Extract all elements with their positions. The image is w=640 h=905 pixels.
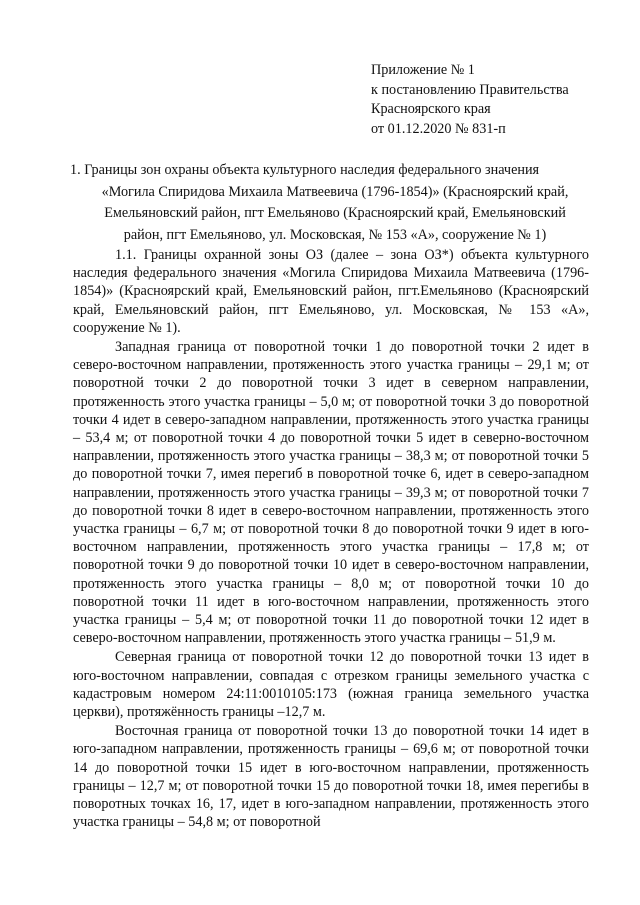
paragraph-eastern-border: Восточная граница от поворотной точки 13 до поворотной точки 14 идет в юго-западном направлении, протяженность границы – 69,6 м; от поворотной точки 14 до поворотной точки 15 идет в юго-восточном направлении, протяженность границы – 12,7 м; от поворотной точки 15 до поворотной точки 18, имея перегибы в поворотных точках 16, 17, идет в юго-западном направлении, протяженность этого участка границы – 54,8 м; от поворотной — [73, 723, 589, 831]
document-body — [73, 246, 589, 833]
appendix-number: Приложение № 1 — [371, 62, 475, 78]
appendix-header — [371, 61, 569, 139]
section-title-line-2: «Могила Спиридова Михаила Матвеевича (1796-1854)» (Красноярский край, — [101, 183, 569, 200]
section-title-line-4: район, пгт Емельяново, ул. Московская, № 153 «А», сооружение № 1) — [123, 226, 547, 243]
appendix-region: Красноярского края — [371, 101, 491, 117]
paragraph-northern-border: Северная граница от поворотной точки 12 до поворотной точки 13 идет в юго-восточном направлении, совпадая с отрезком границы земельного участка с кадастровым номером 24:11:0010105:173 (южная граница земельного участка церкви), протяжённость границы –12,7 м. — [73, 649, 589, 721]
appendix-resolution: к постановлению Правительства — [371, 81, 569, 98]
section-title-line-3: Емельяновский район, пгт Емельяново (Красноярский край, Емельяновский — [104, 205, 566, 221]
paragraph-western-border: Западная граница от поворотной точки 1 до поворотной точки 2 идет в северо-восточном направлении, протяженность этого участка границы – 29,1 м; от поворотной точки 2 до поворотной точки 3 идет в северном направлении, протяженность этого участка границы – 5,0 м; от поворотной точки 3 до поворотной точки 4 идет в северо-западном направлении, протяженность этого участка границы – 53,4 м; от поворотной точки 4 до поворотной точки 5 идет в северно-восточном направлении, протяженность этого участка границы – 38,3 м; от поворотной точки 5 до поворотной точки 7, имея перегиб в поворотной точке 6, идет в северо-западном направлении, протяженность этого участка границы – 39,3 м; от поворотной точки 7 до поворотной точки 8 идет в северо-восточном направлении, протяженность этого участка границы – 6,7 м; от поворотной точки 8 до поворотной точки 9 идет в юго-восточном направлении, протяженность этого участка границы – 17,8 м; от поворотной точки 9 до поворотной точки 10 идет в северо-восточном направлении, протяженность этого участка границы – 8,0 м; от поворотной точки 10 до поворотной точки 11 идет в юго-восточном направлении, протяженность этого участка границы – 5,4 м; от поворотной точки 11 до поворотной точки 12 идет в северо-восточном направлении, протяженность этого участка границы – 51,9 м. — [73, 339, 589, 647]
appendix-date-number: от 01.12.2020 № 831-п — [371, 120, 506, 137]
section-title — [70, 160, 600, 246]
section-title-line-1: 1. Границы зон охраны объекта культурного наследия федерального значения — [70, 162, 540, 178]
paragraph-protection-zone: 1.1. Границы охранной зоны ОЗ (далее – зона ОЗ*) объекта культурного наследия федерального значения «Могила Спиридова Михаила Матвеевича (1796-1854)» (Красноярский край, Емельяновский район, пгт.Емельяново (Красноярский край, Емельяновский район, пгт Емельяново, ул. Московская, № 153 «А», сооружение № 1). — [73, 247, 589, 336]
